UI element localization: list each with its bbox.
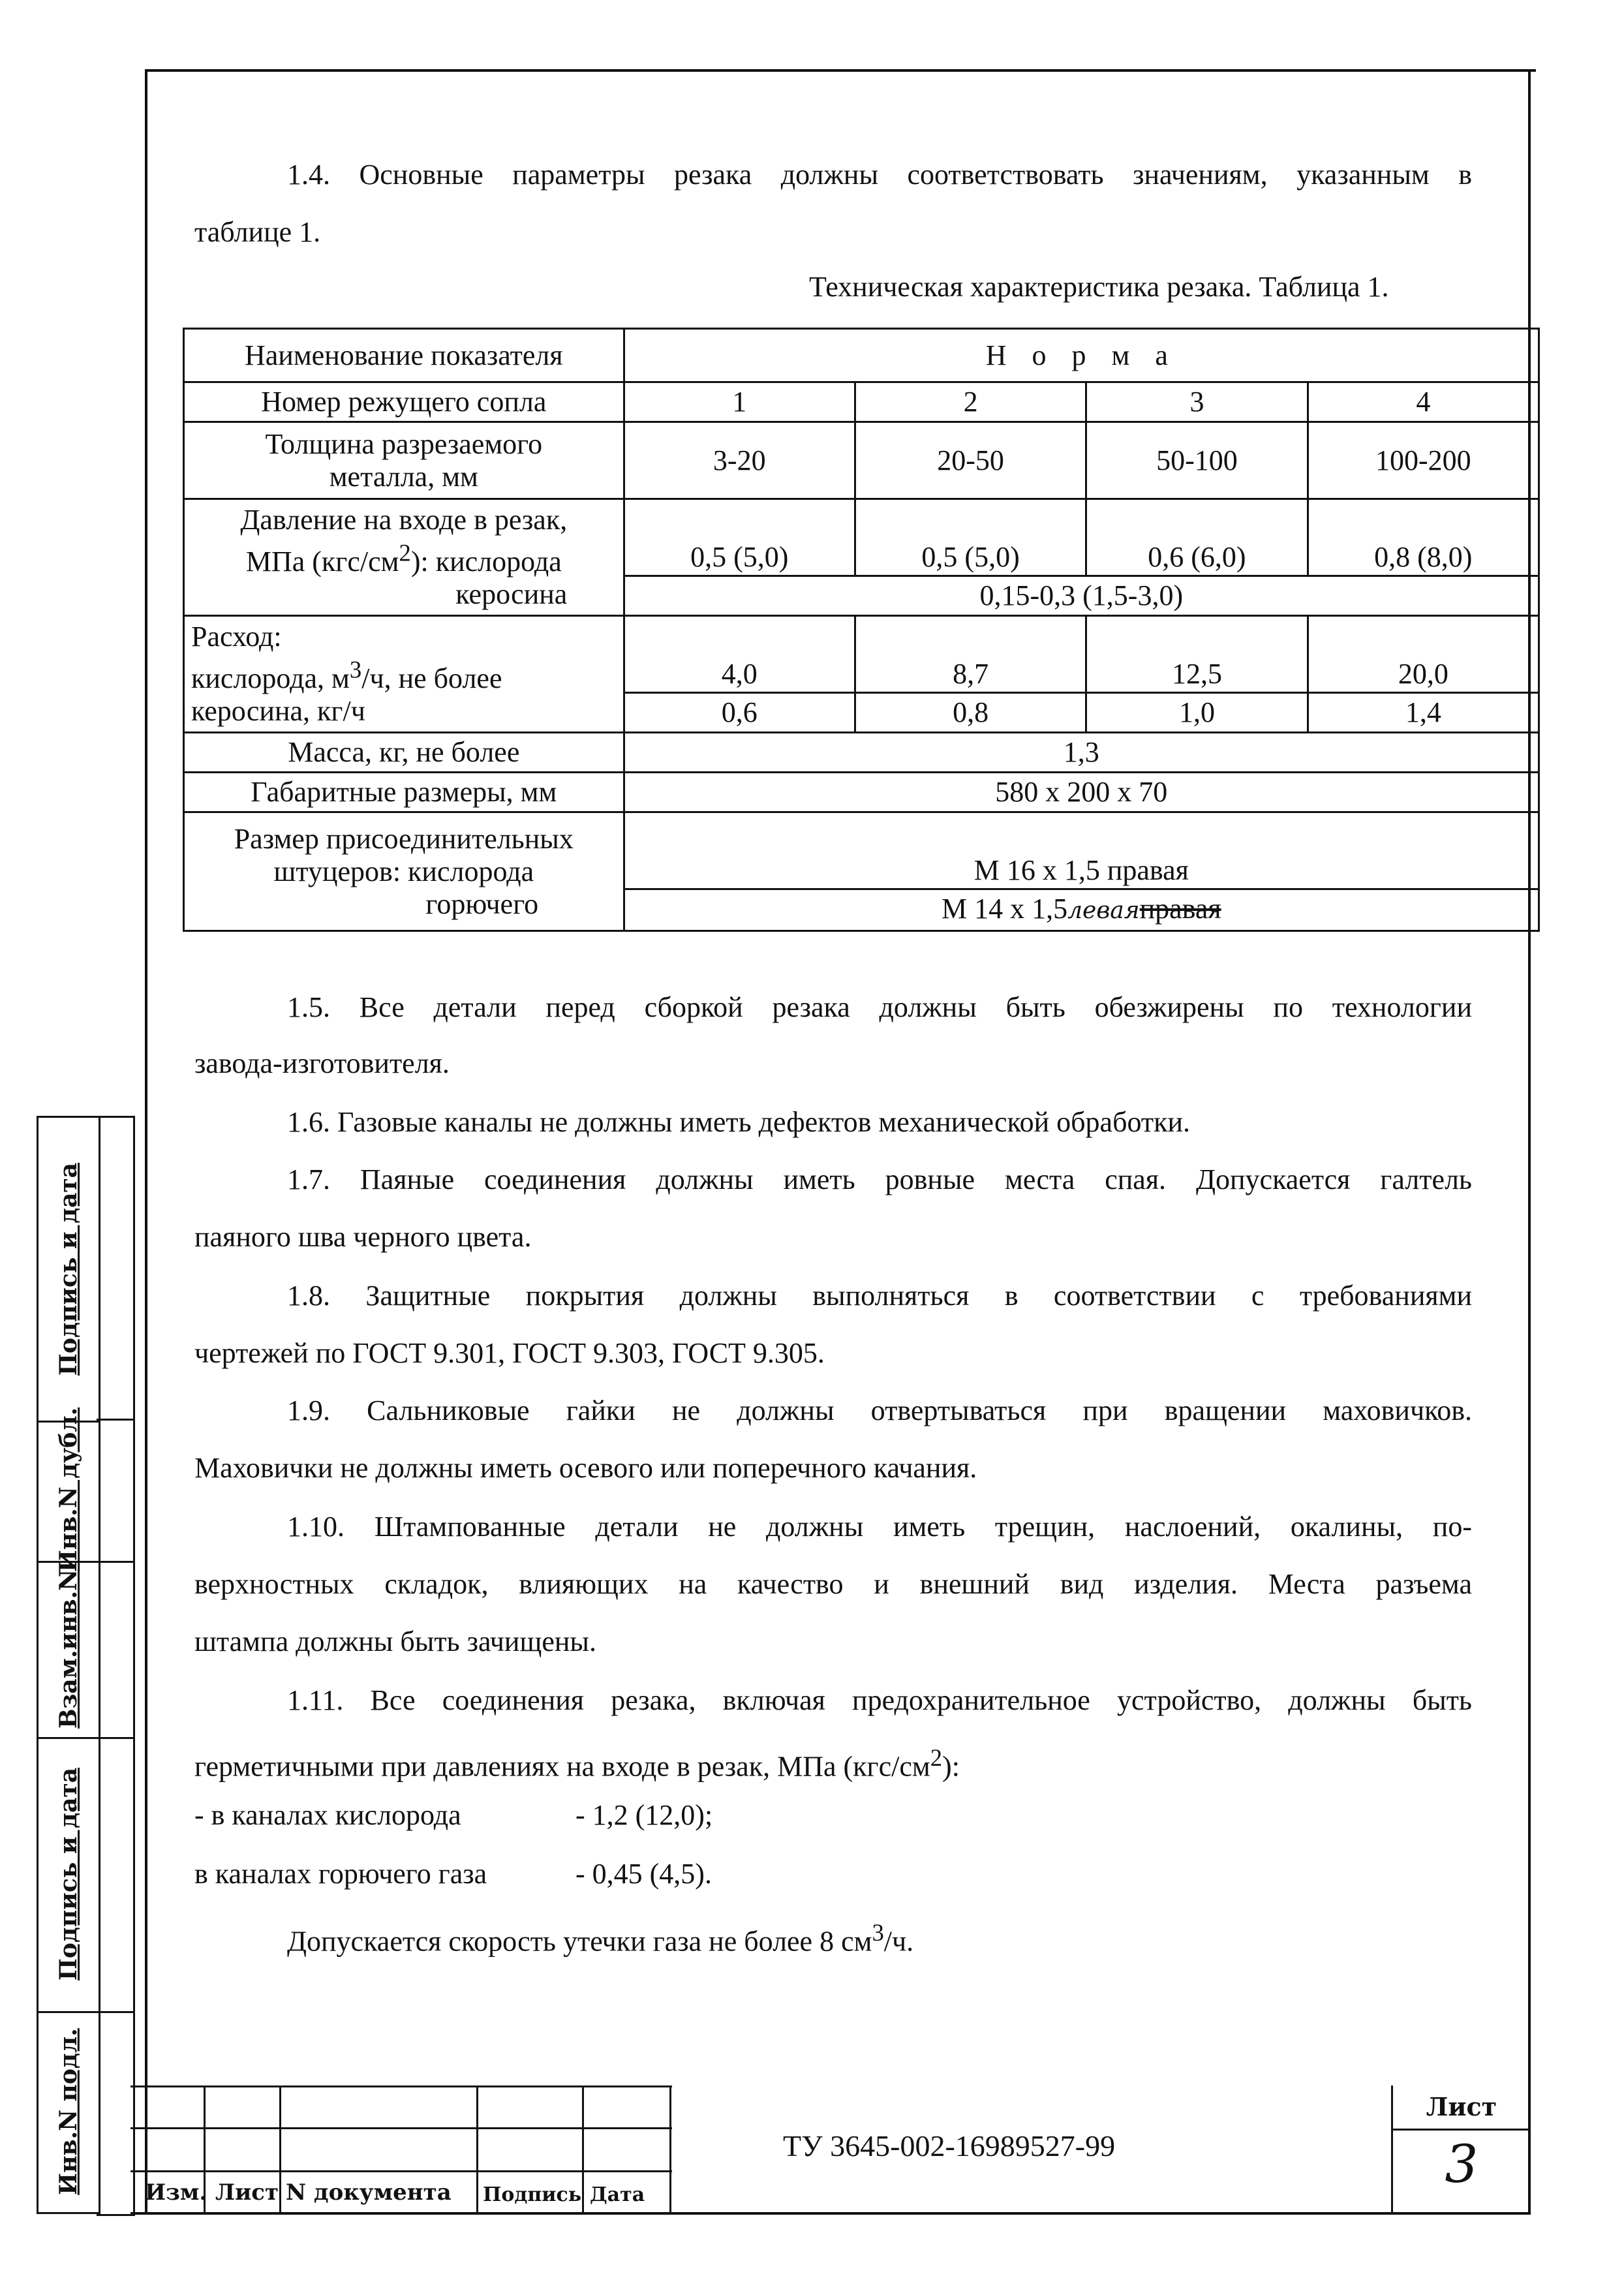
table-row-thickness bbox=[184, 422, 1539, 499]
table-caption: Техническая характеристика резака. Таблица 1. bbox=[809, 271, 1389, 303]
cell-nozzle-1: 1 bbox=[624, 382, 855, 422]
paragraph-1-9-line1: 1.9. Сальниковые гайки не должны отвертываться при вращении маховичков. bbox=[287, 1394, 1472, 1426]
cell-fitting-oxygen: М 16 х 1,5 правая bbox=[624, 812, 1539, 889]
cell-flow-oxygen-1: 4,0 bbox=[624, 616, 855, 693]
pressure-label-oxygen: ): кислорода bbox=[410, 545, 562, 577]
side-stamp-sign-date-2 bbox=[37, 1737, 100, 2013]
header-indicator: Наименование показателя bbox=[184, 329, 624, 382]
fitting-label-line1: Размер присоединительных bbox=[234, 822, 574, 855]
title-block-izm: Изм. bbox=[145, 2179, 207, 2206]
leak-rate-text: Допускается скорость утечки газа не более 8 см bbox=[287, 1925, 872, 1958]
flow-label-unit: /ч, не более bbox=[361, 662, 502, 694]
table-row-pressure-oxygen bbox=[184, 499, 1539, 576]
flow-label-line2 bbox=[191, 656, 502, 694]
sheet-label: Лист bbox=[1426, 2092, 1497, 2121]
document-code: ТУ 3645-002-16989527-99 bbox=[783, 2129, 1116, 2162]
fuel-channel-value: - 0,45 (4,5). bbox=[575, 1858, 712, 1890]
flow-label-oxygen: кислорода, м bbox=[191, 662, 350, 694]
title-block-col-line-3 bbox=[476, 2085, 478, 2213]
cell-flow-kerosene-3: 1,0 bbox=[1086, 693, 1308, 733]
fuel-channel-label: в каналах горючего газа bbox=[194, 1858, 487, 1890]
side-stamp-replace-inv-label: Взам.инв.N bbox=[55, 1569, 83, 1729]
paragraph-1-7-line1: 1.7. Паяные соединения должны иметь ровные места спая. Допускается галтель bbox=[287, 1163, 1472, 1195]
thickness-label-line1: Толщина разрезаемого bbox=[265, 427, 543, 460]
paragraph-1-8-line2: чертежей по ГОСТ 9.301, ГОСТ 9.303, ГОСТ 9.305. bbox=[194, 1337, 825, 1369]
cell-nozzle-2: 2 bbox=[855, 382, 1086, 422]
leak-rate-unit: /ч. bbox=[883, 1925, 914, 1958]
side-stamp-column bbox=[97, 1116, 135, 2216]
table-row-nozzle bbox=[184, 382, 1539, 422]
fitting-fuel-struck: правая bbox=[1139, 893, 1221, 925]
table-row-fitting-oxygen bbox=[184, 812, 1539, 889]
header-norm: Н о р м а bbox=[624, 329, 1539, 382]
title-block-row-line-1 bbox=[130, 2127, 672, 2129]
title-block-col-line-4 bbox=[582, 2085, 584, 2213]
paragraph-1-5-line1: 1.5. Все детали перед сборкой резака должны быть обезжирены по технологии bbox=[287, 991, 1472, 1023]
cell-thickness-3: 50-100 bbox=[1086, 422, 1308, 499]
paragraph-1-11-line1: 1.11. Все соединения резака, включая предохранительное устройство, должны быть bbox=[287, 1684, 1472, 1716]
side-stamp-inv-dup-label: Инв.N дубл. bbox=[55, 1407, 83, 1573]
oxygen-channel-value: - 1,2 (12,0); bbox=[575, 1799, 713, 1831]
side-stamp-sign-date-1-label: Подпись и дата bbox=[55, 1162, 83, 1376]
flow-label-kerosene: керосина, кг/ч bbox=[191, 694, 365, 727]
pressure-label-line1: Давление на входе в резак, bbox=[240, 504, 568, 536]
cell-dims: 580 х 200 х 70 bbox=[624, 773, 1539, 812]
cell-nozzle-3: 3 bbox=[1086, 382, 1308, 422]
cell-thickness-2: 20-50 bbox=[855, 422, 1086, 499]
paragraph-1-8-line1: 1.8. Защитные покрытия должны выполняться в соответствии с требованиями bbox=[287, 1280, 1472, 1312]
row-label-fitting bbox=[184, 812, 624, 931]
paragraph-1-4-line1: 1.4. Основные параметры резака должны соответствовать значениям, указанным в bbox=[287, 159, 1472, 191]
cell-mass: 1,3 bbox=[624, 733, 1539, 773]
flow-label-line1: Расход: bbox=[191, 621, 282, 653]
paragraph-1-6: 1.6. Газовые каналы не должны иметь дефектов механической обработки. bbox=[287, 1106, 1191, 1138]
paragraph-1-4-line2: таблице 1. bbox=[194, 216, 321, 248]
cell-flow-kerosene-4: 1,4 bbox=[1308, 693, 1539, 733]
pressure-label-kerosene: керосина bbox=[455, 577, 568, 610]
fitting-label-fuel: горючего bbox=[425, 887, 539, 920]
row-label-pressure bbox=[184, 499, 624, 616]
title-block-date: Дата bbox=[590, 2183, 645, 2206]
cell-flow-kerosene-2: 0,8 bbox=[855, 693, 1086, 733]
sheet-divider bbox=[1391, 2129, 1531, 2131]
title-block-col-line-2 bbox=[279, 2085, 281, 2213]
cell-pressure-oxygen-3: 0,6 (6,0) bbox=[1086, 499, 1308, 576]
sheet-number: 3 bbox=[1445, 2134, 1478, 2194]
row-label-dims: Габаритные размеры, мм bbox=[184, 773, 624, 812]
cell-nozzle-4: 4 bbox=[1308, 382, 1539, 422]
cell-flow-oxygen-2: 8,7 bbox=[855, 616, 1086, 693]
paragraph-1-10-line3: штампа должны быть зачищены. bbox=[194, 1625, 596, 1657]
table-row-dims bbox=[184, 773, 1539, 812]
thickness-label-line2: металла, мм bbox=[329, 460, 478, 493]
side-stamp-divider-2 bbox=[97, 1561, 133, 1563]
title-block-doc-no: N документа bbox=[286, 2179, 452, 2206]
frame-top-border bbox=[147, 69, 1536, 72]
table-row-mass bbox=[184, 733, 1539, 773]
side-stamp-replace-inv bbox=[37, 1561, 100, 1739]
side-stamp-inv-orig-label: Инв.N подл. bbox=[55, 2028, 82, 2195]
p111-line2-text: герметичными при давлениях на входе в резак, МПа (кгс/см bbox=[194, 1750, 930, 1783]
cell-thickness-4: 100-200 bbox=[1308, 422, 1539, 499]
side-stamp-divider-4 bbox=[97, 2011, 133, 2013]
cell-pressure-oxygen-1: 0,5 (5,0) bbox=[624, 499, 855, 576]
paragraph-1-7-line2: паяного шва черного цвета. bbox=[194, 1221, 532, 1253]
title-block-col-line-5 bbox=[669, 2085, 671, 2213]
side-stamp-inv-orig bbox=[37, 2011, 100, 2214]
title-block-list: Лист bbox=[215, 2179, 279, 2206]
row-label-flow bbox=[184, 616, 624, 733]
cell-pressure-oxygen-2: 0,5 (5,0) bbox=[855, 499, 1086, 576]
p111-line2-end: ): bbox=[942, 1750, 960, 1783]
cell-flow-oxygen-4: 20,0 bbox=[1308, 616, 1539, 693]
pressure-label-unit: МПа (кгс/см bbox=[245, 545, 399, 577]
cell-pressure-oxygen-4: 0,8 (8,0) bbox=[1308, 499, 1539, 576]
paragraph-1-11-line2 bbox=[194, 1741, 960, 1784]
cell-flow-kerosene-1: 0,6 bbox=[624, 693, 855, 733]
oxygen-channel-label: - в каналах кислорода bbox=[194, 1799, 461, 1831]
side-stamp-divider-3 bbox=[97, 1737, 133, 1739]
p111-line2-sup: 2 bbox=[930, 1744, 943, 1771]
side-stamp-sign-date-1 bbox=[37, 1116, 100, 1423]
paragraph-1-5-line2: завода-изготовителя. bbox=[194, 1047, 450, 1079]
row-label-thickness bbox=[184, 422, 624, 499]
paragraph-1-10-line1: 1.10. Штампованные детали не должны иметь трещин, наслоений, окалины, по- bbox=[287, 1511, 1472, 1543]
paragraph-1-9-line2: Маховички не должны иметь осевого или поперечного качания. bbox=[194, 1452, 977, 1484]
paragraph-1-10-line2: верхностных складок, влияющих на качество и внешний вид изделия. Места разъема bbox=[194, 1568, 1472, 1600]
table-header-row bbox=[184, 329, 1539, 382]
flow-label-sup: 3 bbox=[349, 656, 362, 683]
fitting-fuel-handwritten: левая bbox=[1067, 897, 1140, 924]
frame-left-border bbox=[145, 69, 147, 2213]
spec-table bbox=[183, 328, 1540, 932]
side-stamp-sign-date-2-label: Подпись и дата bbox=[55, 1767, 83, 1981]
leak-rate-line bbox=[287, 1916, 913, 1959]
cell-flow-oxygen-3: 12,5 bbox=[1086, 616, 1308, 693]
leak-rate-sup: 3 bbox=[872, 1919, 884, 1946]
row-label-nozzle: Номер режущего сопла bbox=[184, 382, 624, 422]
fitting-fuel-value: М 14 х 1,5 bbox=[941, 893, 1068, 925]
table-row-flow-oxygen bbox=[184, 616, 1539, 693]
pressure-label-line2 bbox=[245, 539, 562, 577]
cell-fitting-fuel bbox=[624, 889, 1539, 931]
fitting-label-line2: штуцеров: кислорода bbox=[273, 855, 534, 887]
title-block-row-line-2 bbox=[130, 2170, 672, 2172]
cell-thickness-1: 3-20 bbox=[624, 422, 855, 499]
side-stamp-inv-dup bbox=[37, 1407, 100, 1573]
cell-pressure-kerosene: 0,15-0,3 (1,5-3,0) bbox=[624, 576, 1539, 616]
row-label-mass: Масса, кг, не более bbox=[184, 733, 624, 773]
pressure-label-sup: 2 bbox=[399, 539, 411, 566]
side-stamp-divider-1 bbox=[97, 1419, 133, 1421]
title-block-signature: Подпись bbox=[483, 2183, 582, 2206]
